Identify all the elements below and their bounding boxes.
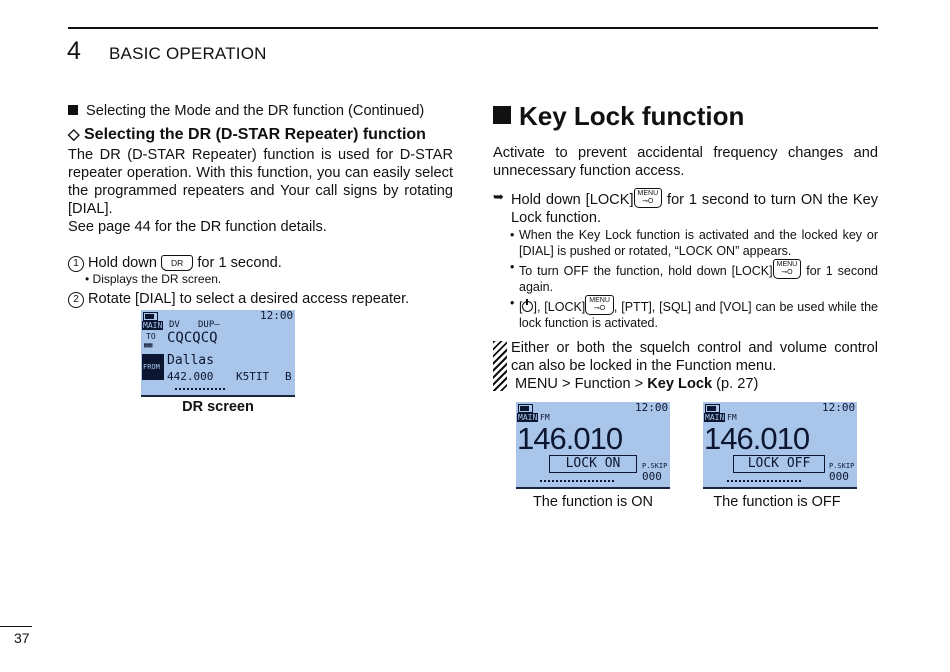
from-badge: FROM	[142, 354, 164, 380]
lock-status: LOCK OFF	[733, 455, 825, 473]
dr-screen-caption: DR screen	[182, 399, 254, 415]
callsign: CQCQCQ	[167, 330, 218, 346]
arrow-icon: ➥	[493, 189, 504, 204]
footer-rule	[0, 626, 32, 627]
continued-heading: Selecting the Mode and the DR function (Continued)	[68, 102, 453, 120]
left-column	[68, 102, 453, 308]
step-2: 2 Rotate [DIAL] to select a desired access repeater.	[68, 290, 453, 308]
lock-status: LOCK ON	[549, 455, 637, 473]
menu-path: MENU > Function > Key Lock (p. 27)	[515, 376, 759, 392]
step-1: 1 Hold down DR for 1 second.	[68, 254, 453, 272]
to-label: TO	[146, 332, 156, 341]
battery-icon	[705, 404, 720, 413]
s-meter	[175, 388, 225, 391]
s-meter	[540, 480, 614, 483]
to-grid-icon: ▦▦	[144, 341, 153, 349]
menu-key-icon: MENU ⊸O	[634, 188, 663, 208]
lock-on-display: 12:00 MAIN FM 146.010 LOCK ON P.SKIP 000	[516, 402, 670, 489]
dup: DUP–	[198, 320, 220, 330]
bullet-3: • [ ], [LOCK] MENU ⊸O , [PTT], [SQL] and [VOL] can be used while the lock function is activated.	[510, 296, 878, 330]
key-lock-intro: Activate to prevent accidental frequency changes and unnecessary function access.	[493, 145, 878, 179]
diamond-icon: ◇	[68, 126, 80, 143]
function-menu-note: Either or both the squelch control and volume control can also be locked in the Function menu. MENU > Function > Key Lock (p. 27)	[493, 339, 878, 393]
frequency: 146.010	[517, 421, 623, 456]
power-icon	[522, 301, 533, 312]
right-column	[493, 100, 878, 393]
step-number: 1	[68, 256, 84, 272]
battery-icon	[518, 404, 533, 413]
bullet-2: • To turn OFF the function, hold down [LOCK] MENU ⊸O for 1 second again.	[510, 260, 878, 294]
step-number: 2	[68, 292, 84, 308]
dr-key-icon: DR	[161, 255, 193, 271]
square-bullet-icon	[68, 105, 78, 115]
step-1-bullet: • Displays the DR screen.	[85, 272, 222, 286]
main-badge: MAIN	[143, 321, 163, 330]
key-lock-step: ➥ Hold down [LOCK] MENU ⊸O for 1 second to turn ON the Key Lock function.	[493, 189, 878, 226]
note-stripe-icon	[493, 341, 507, 391]
time: 12:00	[260, 309, 294, 322]
menu-key-icon: MENU ⊸O	[585, 295, 614, 315]
top-rule	[68, 27, 878, 29]
page-number: 37	[14, 630, 30, 646]
section-heading: ◇ Selecting the DR (D-STAR Repeater) function	[68, 126, 426, 143]
battery-icon	[143, 312, 158, 321]
lock-off-display: 12:00 MAIN FM 146.010 LOCK OFF P.SKIP 000	[703, 402, 857, 489]
chapter-title: BASIC OPERATION	[109, 44, 267, 63]
s-meter	[727, 480, 801, 483]
square-bullet-icon	[493, 106, 511, 124]
menu-key-icon: MENU ⊸O	[773, 259, 802, 279]
see-page: See page 44 for the DR function details.	[68, 219, 327, 235]
lock-off-caption: The function is OFF	[713, 494, 841, 510]
dr-intro: The DR (D-STAR Repeater) function is used for D-STAR repeater operation. With this function, you can easily select the programmed repeaters and Your call signs by rotating [DIAL].	[68, 147, 453, 217]
dr-screen-display	[141, 310, 295, 397]
key-lock-title: Key Lock function	[493, 100, 878, 132]
repeater-freq: 442.000	[167, 370, 214, 383]
chapter-number: 4	[67, 37, 81, 65]
repeater-name: Dallas	[167, 353, 214, 368]
lock-on-caption: The function is ON	[532, 494, 654, 510]
frequency: 146.010	[704, 421, 810, 456]
band: B	[285, 370, 292, 383]
mode: DV	[169, 320, 180, 330]
bullet-1: • When the Key Lock function is activated and the locked key or [DIAL] is pushed or rotated, “LOCK ON” appears.	[510, 228, 878, 258]
repeater-call: K5TIT	[236, 370, 270, 383]
